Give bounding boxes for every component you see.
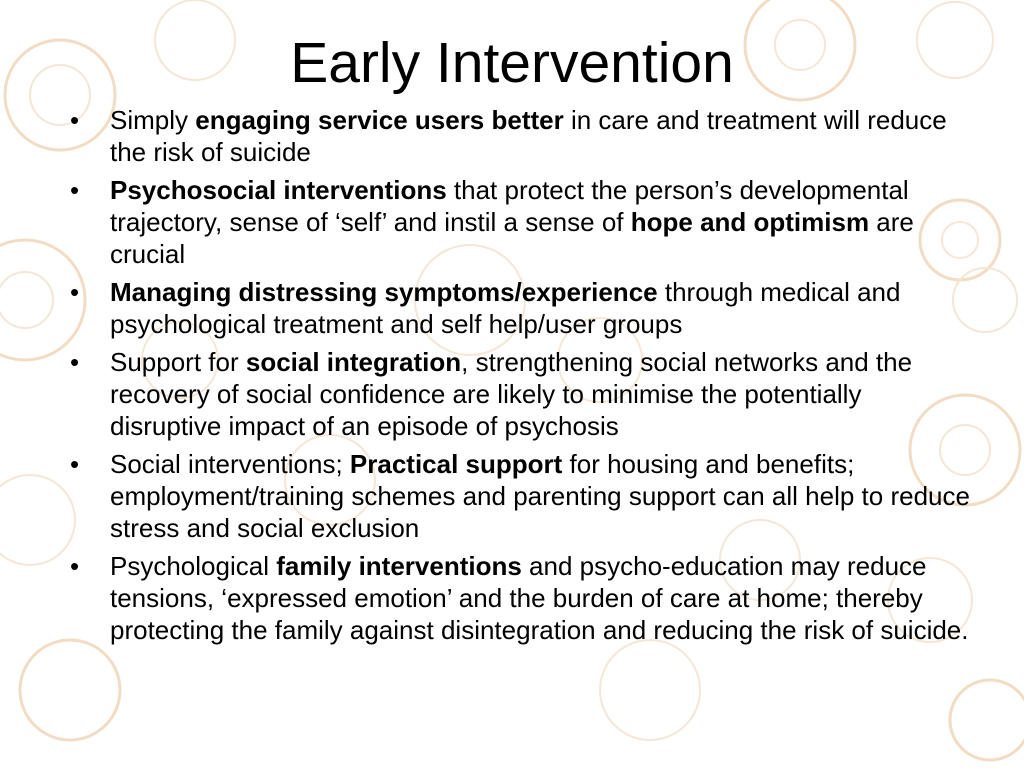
bullet-text: through medical and psychological treatment and self help/user groups	[110, 277, 901, 339]
bullet-text: Support for	[110, 347, 246, 377]
bullet-emphasis-text: family interventions	[276, 551, 522, 581]
bullet-icon: •	[70, 175, 80, 205]
bullet-text: Social interventions;	[110, 449, 350, 479]
bullet-icon: •	[70, 105, 80, 135]
bullet-text: are crucial	[110, 207, 914, 269]
bullet-text: and psycho-education may reduce tensions, ‘expressed emotion’ and the burden of care at home; thereby protecting the family against disintegration and reducing the risk of suicide.	[110, 551, 969, 645]
bullet-text: Psychological	[110, 551, 277, 581]
bullet-emphasis-text: Psychosocial interventions	[110, 175, 447, 205]
bullet-text: that protect the person’s developmental trajectory, sense of ‘self’ and instil a sense of	[110, 175, 909, 237]
bullet-icon: •	[70, 277, 80, 307]
bullet-emphasis-text: hope and optimism	[630, 207, 870, 237]
bullet-icon: •	[70, 551, 80, 581]
bullet-icon: •	[70, 347, 80, 377]
slide-title: Early Intervention	[290, 31, 734, 95]
bullet-text: in care and treatment will reduce the risk of suicide	[110, 105, 947, 167]
bullet-emphasis-text: Practical support	[349, 449, 563, 479]
bullet-emphasis-text: Managing distressing symptoms/experience	[110, 277, 658, 307]
bullet-item	[70, 448, 970, 544]
bullet-text: , strengthening social networks and the recovery of social confidence are likely to minimise the potentially disruptive impact of an episode of psychosis	[110, 347, 913, 441]
bullet-item	[70, 346, 970, 442]
bullet-item	[70, 276, 970, 340]
bullet-item	[70, 104, 970, 168]
bullet-emphasis-text: engaging service users better	[195, 105, 564, 135]
bullet-item	[70, 174, 970, 270]
bullet-list	[70, 104, 970, 652]
bullet-icon: •	[70, 449, 80, 479]
bullet-text: for housing and benefits; employment/training schemes and parenting support can all help to reduce stress and social exclusion	[110, 449, 970, 543]
bullet-text: Simply	[110, 105, 196, 135]
bullet-emphasis-text: social integration	[245, 347, 462, 377]
bullet-item	[70, 550, 970, 646]
